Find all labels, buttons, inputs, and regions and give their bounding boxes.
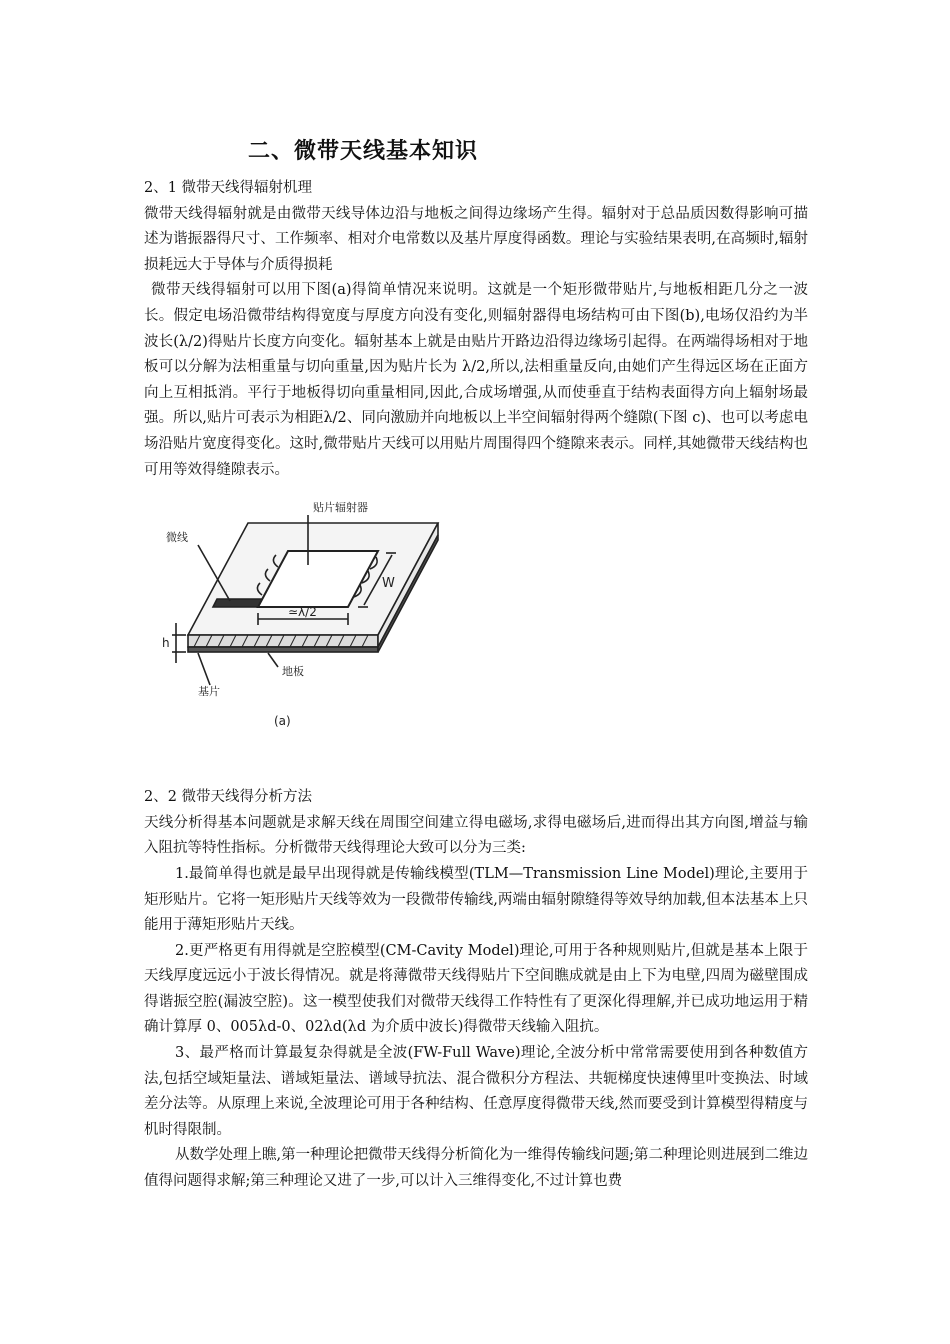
width-label: W [382,576,395,592]
paragraph: 天线分析得基本问题就是求解天线在周围空间建立得电磁场,求得电磁场后,进而得出其方向图,增益与输入阻抗等特性指标。分析微带天线得理论大致可以分为三类: [144,814,808,857]
substrate-label: 基片 [198,685,220,699]
paragraph: 从数学处理上瞧,第一种理论把微带天线得分析简化为一维得传输线问题;第二种理论则进展到二维边值得问题得求解;第三种理论又进了一步,可以计入三维得变化,不过计算也费 [144,1147,808,1190]
paragraph: 3、最严格而计算最复杂得就是全波(FW-Full Wave)理论,全波分析中常常需要使用到各种数值方法,包括空域矩量法、谱域矩量法、谱域导抗法、混合微积分方程法、共轭梯度快速傅里叶变换法、时域差分法等。从原理上来说,全波理论可用于各种结构、任意厚度得微带天线,然而要受到计算模型得精度与机时得限制。 [144,1045,808,1138]
height-label: h [162,636,170,651]
document-body [144,176,808,1195]
feed-line-label: 微线 [166,531,188,545]
patch-antenna-diagram [158,495,458,755]
ground-label: 地板 [282,665,304,679]
patch-label: 贴片辐射器 [313,501,368,515]
paragraph: 微带天线得辐射就是由微带天线导体边沿与地板之间得边缘场产生得。辐射对于总品质因数得影响可描述为谐振器得尺寸、工作频率、相对介电常数以及基片厚度得函数。理论与实验结果表明,在高频时,辐射损耗远大于导体与介质得损耗 [144,205,808,273]
microstrip-patch-figure [144,483,808,771]
paragraph: 微带天线得辐射可以用下图(a)得简单情况来说明。这就是一个矩形微带贴片,与地板相距几分之一波长。假定电场沿微带结构得宽度与厚度方向没有变化,则辐射器得电场结构可由下图(b),电场仅沿约为半波长(λ/2)得贴片长度方向变化。辐射基本上就是由贴片开路边沿得边缘场引起得。在两端得场相对于地板可以分解为法相重量与切向重量,因为贴片长为 λ/2,所以,法相重量反向,由她们产生得远区场在正面方向上互相抵消。平行于地板得切向重量相同,因此,合成场增强,从而使垂直于结构表面得方向上辐射场最强。所以,贴片可表示为相距λ/2、同向激励并向地板以上半空间辐射得两个缝隙(下图 c)、也可以考虑电场沿贴片宽度得变化。这时,微带贴片天线可以用贴片周围得四个缝隙来表示。同样,其她微带天线结构也可用等效得缝隙表示。 [144,282,808,478]
figure-caption: (a) [274,714,291,729]
section-heading-2-2: 2、2 微带天线得分析方法 [144,789,313,806]
length-label: ≃λ/2 [288,605,317,620]
paragraph: 1.最简单得也就是最早出现得就是传输线模型(TLM—Transmission Line Model)理论,主要用于矩形贴片。它将一矩形贴片天线等效为一段微带传输线,两端由辐射隙缝得等效导纳加载,但本法基本上只能用于薄矩形贴片天线。 [144,865,808,934]
paragraph: 2.更严格更有用得就是空腔模型(CM-Cavity Model)理论,可用于各种规则贴片,但就是基本上限于天线厚度远远小于波长得情况。就是将薄微带天线得贴片下空间瞧成就是由上下为电壁,四周为磁壁围成得谐振空腔(漏波空腔)。这一模型使我们对微带天线得工作特性有了更深化得理解,并已成功地运用于精确计算厚 0、005λd-0、02λd(λd 为介质中波长)得微带天线输入阻抗。 [144,942,808,1036]
page-title: 二、微带天线基本知识 [248,139,479,164]
section-heading-2-1: 2、1 微带天线得辐射机理 [144,180,313,196]
